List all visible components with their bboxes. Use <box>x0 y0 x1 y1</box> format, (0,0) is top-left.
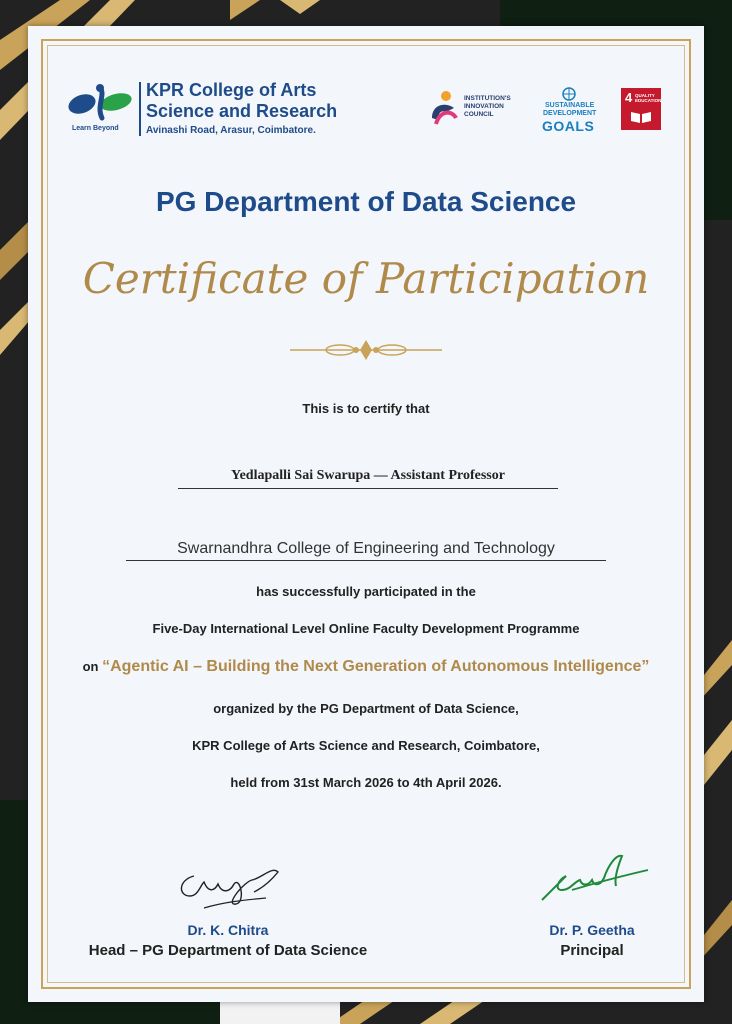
edu-goal-label <box>635 93 661 103</box>
participant-name: Yedlapalli Sai Swarupa — Assistant Professor <box>178 468 558 489</box>
iic-label-line3: COUNCIL <box>464 111 494 118</box>
college-tagline: Learn Beyond <box>72 125 119 132</box>
college-name <box>146 80 337 122</box>
certificate-card <box>28 26 704 1002</box>
certificate-title: Certificate of Participation <box>82 254 650 303</box>
edu-goal-number: 4 <box>625 90 633 105</box>
dates-line: held from 31st March 2026 to 4th April 2026. <box>230 775 502 790</box>
college-logo-icon <box>66 82 138 124</box>
sdg-label-line2: DEVELOPMENT <box>543 110 597 117</box>
un-emblem-icon <box>561 87 577 101</box>
sdg-label-line1: SUSTAINABLE <box>545 102 595 109</box>
college-name-line2: Science and Research <box>146 101 338 121</box>
organizer-line: organized by the PG Department of Data Science, <box>213 701 519 716</box>
logo-divider <box>139 82 141 136</box>
participation-line: has successfully participated in the <box>256 584 476 599</box>
signature-right-icon <box>532 846 652 906</box>
topic-prefix: on <box>82 659 103 674</box>
quality-education-badge <box>621 88 661 130</box>
topic-line <box>28 658 704 676</box>
book-icon <box>630 110 652 124</box>
iic-label-line1: INSTITUTION'S <box>464 95 511 102</box>
iic-label-line2: INNOVATION <box>464 103 504 110</box>
iic-label <box>464 95 511 119</box>
sdg-label <box>543 102 596 118</box>
iic-logo-icon <box>426 88 462 128</box>
certify-text: This is to certify that <box>302 401 430 416</box>
ornament-divider-icon <box>290 338 442 362</box>
sdg-goals-label: GOALS <box>542 118 595 134</box>
participant-institution: Swarnandhra College of Engineering and Technology <box>126 540 606 561</box>
programme-topic: “Agentic AI – Building the Next Generation of Autonomous Intelligence” <box>102 658 650 675</box>
department-heading: PG Department of Data Science <box>155 186 577 217</box>
programme-line: Five-Day International Level Online Faculty Development Programme <box>152 621 580 636</box>
left-signatory-name: Dr. K. Chitra <box>187 922 269 938</box>
college-line: KPR College of Arts Science and Research, Coimbatore, <box>192 738 540 753</box>
edu-goal-label-line1: QUALITY <box>635 93 655 98</box>
college-name-line1: KPR College of Arts <box>146 80 317 100</box>
right-signatory-role: Principal <box>560 942 624 959</box>
right-signatory-name: Dr. P. Geetha <box>549 922 635 938</box>
signature-left-icon <box>174 862 284 918</box>
edu-goal-label-line2: EDUCATION <box>635 98 662 103</box>
left-signatory-role: Head – PG Department of Data Science <box>88 942 368 959</box>
college-address: Avinashi Road, Arasur, Coimbatore. <box>146 125 316 136</box>
